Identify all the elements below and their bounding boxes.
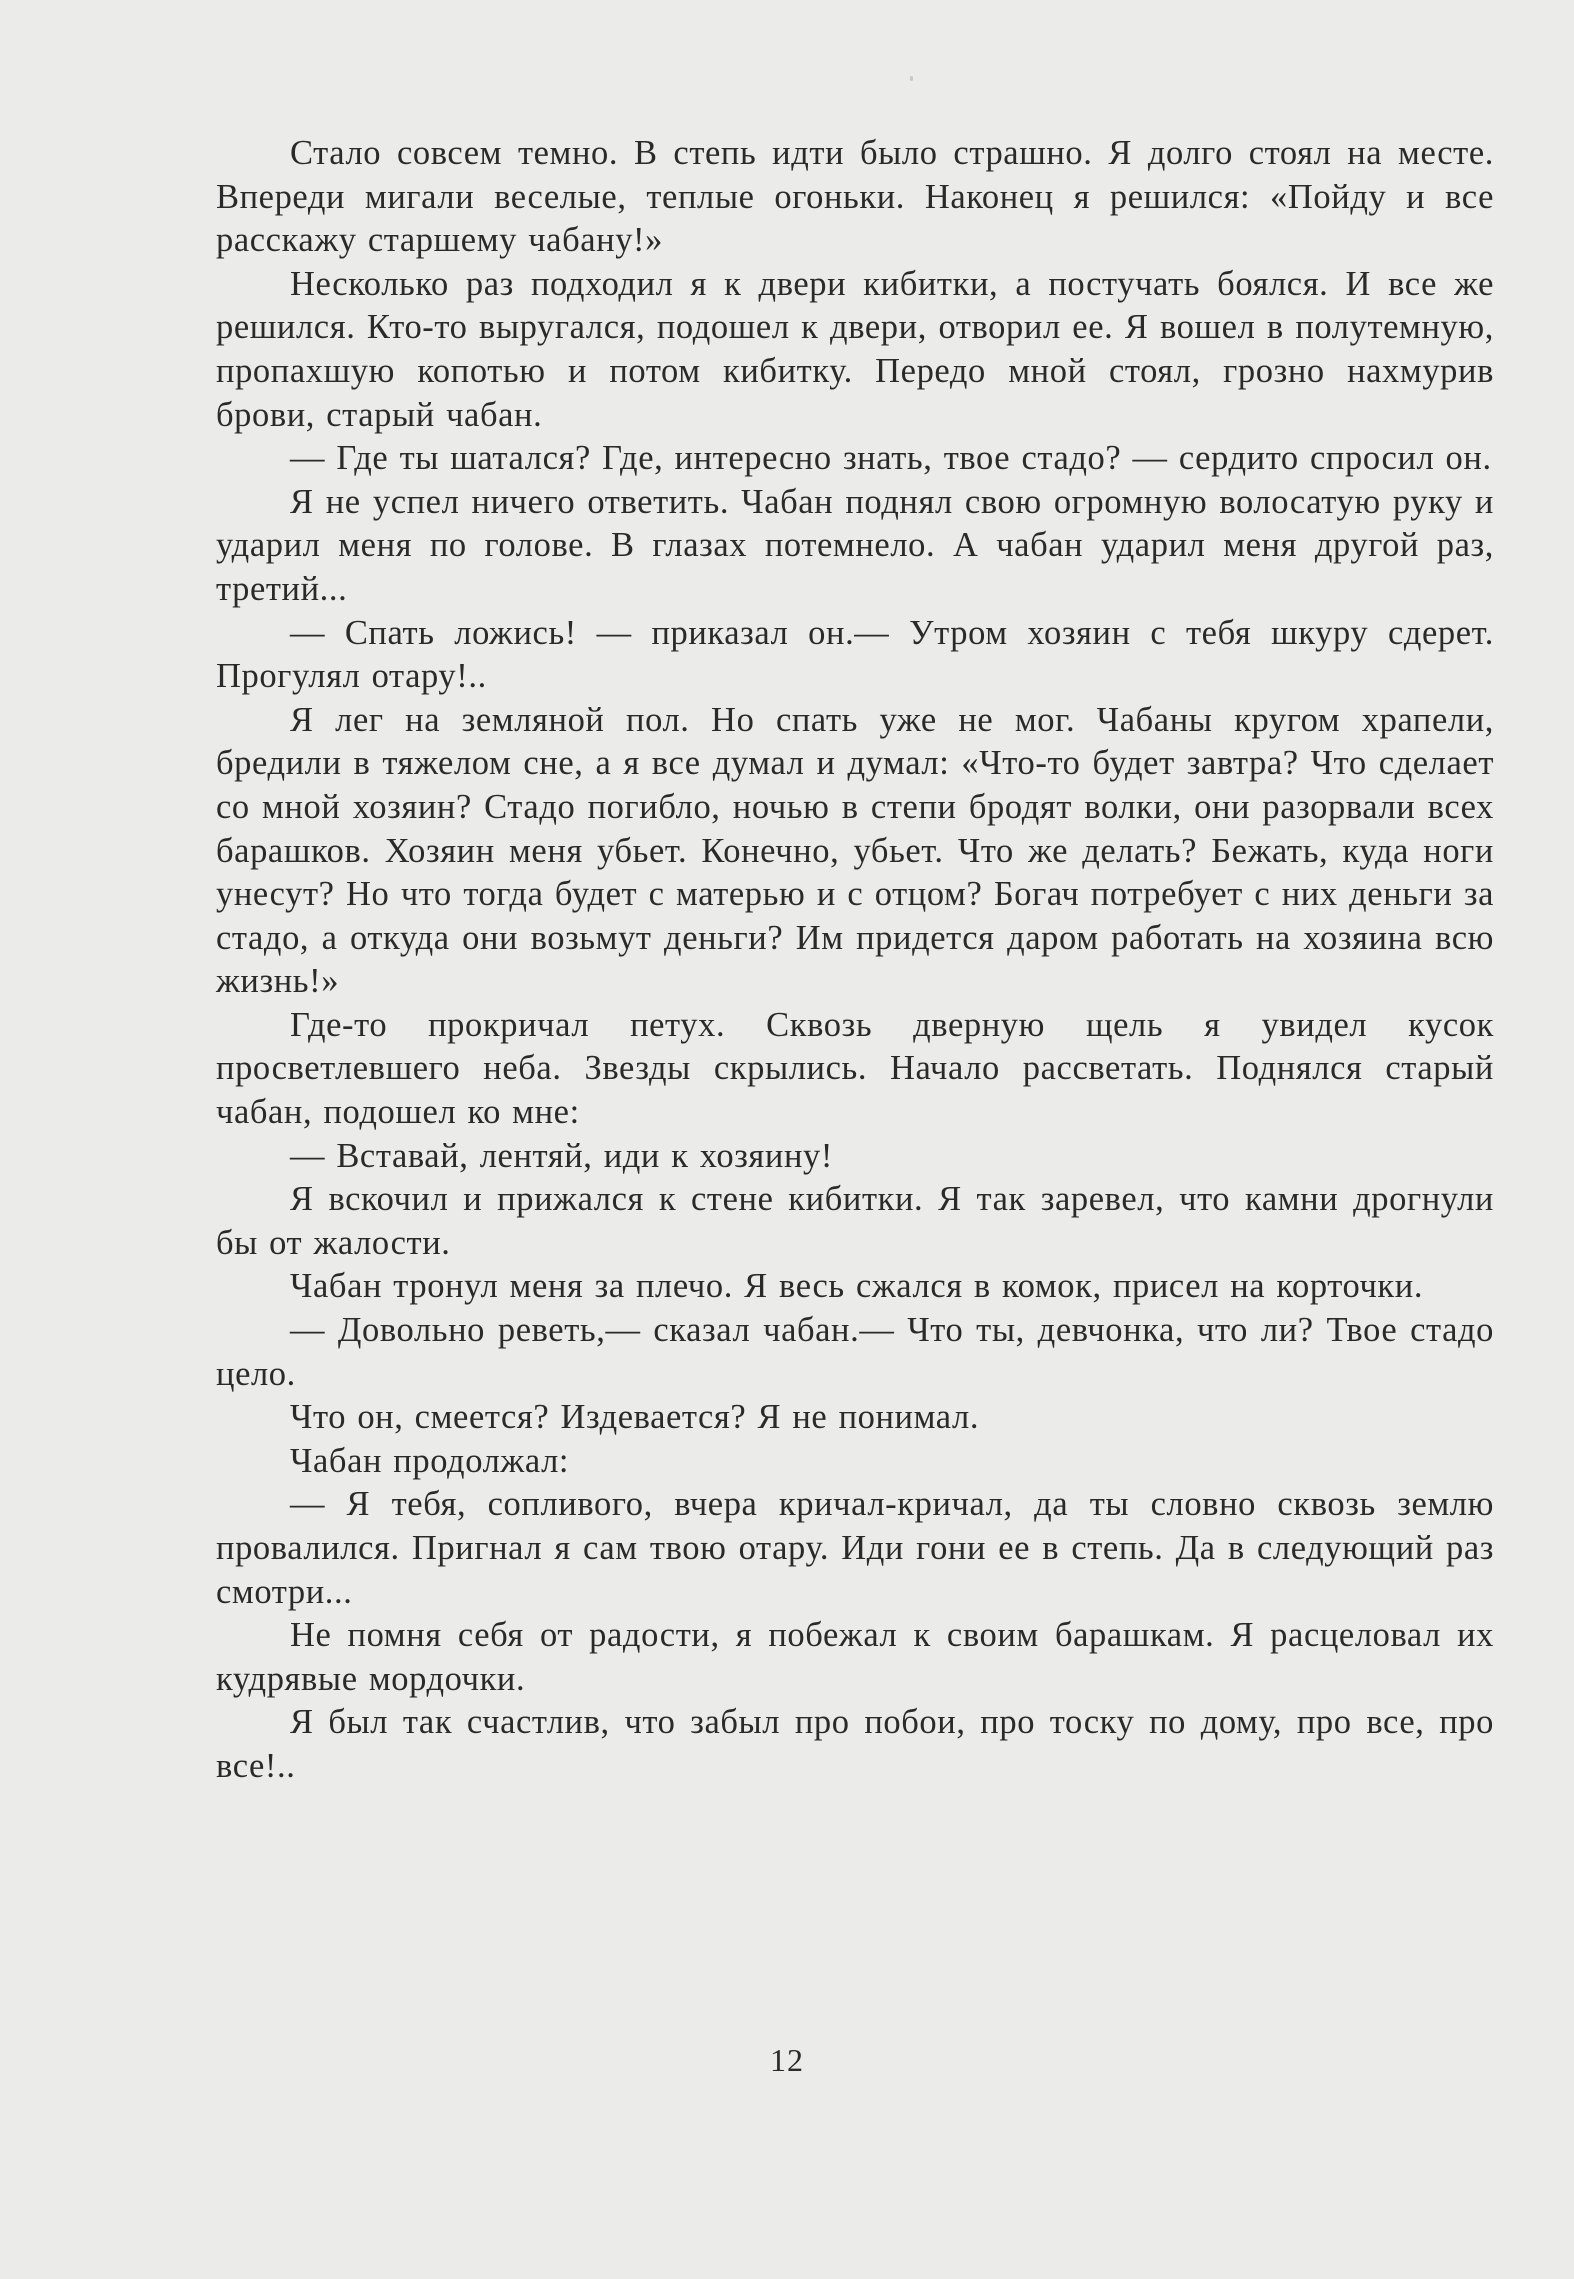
paragraph: — Спать ложись! — приказал он.— Утром хозяин с тебя шкуру сдерет. Прогулял отару!.. (216, 613, 1494, 696)
paragraph: — Довольно реветь,— сказал чабан.— Что ты, девчонка, что ли? Твое стадо цело. (216, 1311, 1494, 1393)
page-number: 12 (770, 2042, 804, 2078)
paragraph: — Где ты шатался? Где, интересно знать, твое стадо? — сердито спросил он. (290, 439, 1492, 478)
paragraph: Чабан тронул меня за плечо. Я весь сжался в комок, присел на корточки. (290, 1267, 1424, 1306)
print-speck (910, 76, 913, 81)
paragraph: Я был так счастлив, что забыл про побои, про тоску по дому, про все, про все!.. (216, 1703, 1494, 1785)
paragraph: Несколько раз подходил я к двери кибитки, а постучать боялся. И все же решился. Кто-то выругался, подошел к двери, отворил ее. Я вошел в полутемную, пропахшую копотью и потом кибитку. Передо мной стоял, грозно нахмурив брови, старый чабан. (216, 264, 1494, 434)
paragraph: Я лег на земляной пол. Но спать уже не мог. Чабаны кругом храпели, бредили в тяжелом сне, а я все думал и думал: «Что-то будет завтра? Что сделает со мной хозяин? Стадо погибло, ночью в степи бродят волки, они разорвали всех барашков. Хозяин меня убьет. Конечно, убьет. Что же делать? Бежать, куда ноги унесут? Но что тогда будет с матерью и с отцом? Богач потребует с них деньги за стадо, а откуда они возьмут деньги? Им придется даром работать на хозяина всю жизнь!» (216, 700, 1494, 1001)
paragraph: Не помня себя от радости, я побежал к своим барашкам. Я расцеловал их кудрявые мордочки. (216, 1616, 1494, 1698)
paragraph: — Вставай, лентяй, иди к хозяину! (290, 1136, 833, 1175)
paragraph: Что он, смеется? Издевается? Я не понимал. (290, 1398, 980, 1437)
paragraph: Я вскочил и прижался к стене кибитки. Я так заревел, что камни дрогнули бы от жалости. (216, 1180, 1494, 1262)
paragraph: Я не успел ничего ответить. Чабан поднял свою огромную волосатую руку и ударил меня по голове. В глазах потемнело. А чабан ударил меня другой раз, третий... (216, 482, 1494, 608)
paragraph: Чабан продолжал: (290, 1441, 570, 1480)
paragraph: Где-то прокричал петух. Сквозь дверную щель я увидел кусок просветлевшего неба. Звезды скрылись. Начало рассветать. Поднялся старый чабан, подошел ко мне: (216, 1005, 1494, 1132)
page-text (216, 132, 1494, 1789)
paragraph: Стало совсем темно. В степь идти было страшно. Я долго стоял на месте. Впереди мигали веселые, теплые огоньки. Наконец я решился: «Пойду и все расскажу старшему чабану!» (216, 134, 1494, 260)
paragraph: — Я тебя, сопливого, вчера кричал-кричал, да ты словно сквозь землю провалился. Пригнал я сам твою отару. Иди гони ее в степь. Да в следующий раз смотри... (216, 1485, 1494, 1611)
